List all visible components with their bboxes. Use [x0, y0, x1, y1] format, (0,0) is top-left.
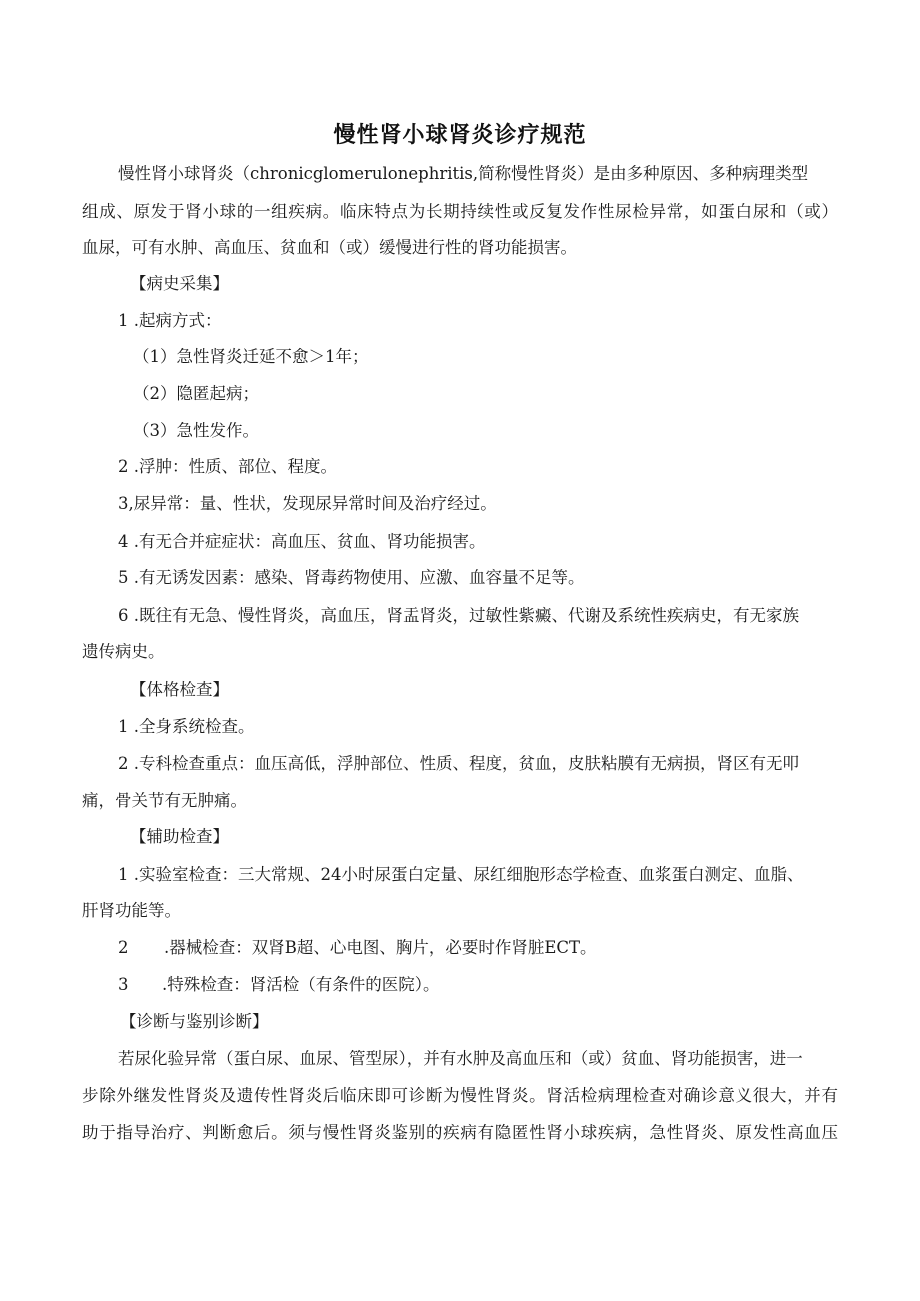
auxiliary-item-1-line-1: 1 .实验室检查：三大常规、24小时尿蛋白定量、尿红细胞形态学检查、血浆蛋白测定、血脂、 — [118, 865, 804, 884]
auxiliary-item-3-text: .特殊检查：肾活检（有条件的医院）。 — [162, 975, 440, 994]
auxiliary-item-2-number: 2 — [118, 938, 129, 957]
diagnosis-line-2: 步除外继发性肾炎及遗传性肾炎后临床即可诊断为慢性肾炎。肾活检病理检查对确诊意义很大，并有 — [82, 1086, 838, 1105]
intro-line-2: 组成、原发于肾小球的一组疾病。临床特点为长期持续性或反复发作性尿检异常，如蛋白尿和（或） — [82, 202, 838, 221]
physical-item-2-line-1: 2 .专科检查重点：血压高低，浮肿部位、性质、程度，贫血，皮肤粘膜有无病损，肾区有无叩 — [118, 754, 799, 773]
section-heading-diagnosis: 【诊断与鉴别诊断】 — [120, 1012, 269, 1031]
section-heading-history: 【病史采集】 — [130, 274, 229, 293]
auxiliary-item-2-text: .器械检查：双肾B超、心电图、胸片，必要时作肾脏ECT。 — [164, 938, 597, 957]
history-sub-3: （3）急性发作。 — [133, 421, 259, 440]
auxiliary-item-3-number: 3 — [118, 975, 129, 994]
history-sub-1: （1）急性肾炎迁延不愈＞1年； — [133, 347, 369, 366]
history-item-6-line-1: 6 .既往有无急、慢性肾炎，高血压，肾盂肾炎，过敏性紫癜、代谢及系统性疾病史，有无家族 — [118, 606, 799, 625]
auxiliary-item-1-line-2: 肝肾功能等。 — [82, 901, 181, 920]
physical-item-1: 1 .全身系统检查。 — [118, 717, 255, 736]
section-heading-physical: 【体格检查】 — [130, 680, 229, 699]
intro-line-3: 血尿，可有水肿、高血压、贫血和（或）缓慢进行性的肾功能损害。 — [82, 238, 577, 257]
history-item-4: 4 .有无合并症症状：高血压、贫血、肾功能损害。 — [118, 532, 486, 551]
history-item-1: 1 .起病方式： — [118, 311, 222, 330]
physical-item-2-line-2: 痛，骨关节有无肿痛。 — [82, 791, 247, 810]
history-item-3: 3,尿异常：量、性状，发现尿异常时间及治疗经过。 — [118, 494, 497, 513]
section-heading-auxiliary: 【辅助检查】 — [130, 827, 229, 846]
intro-line-1: 慢性肾小球肾炎（chronicglomerulonephritis,简称慢性肾炎）是由多种原因、多种病理类型 — [118, 164, 809, 183]
history-item-6-line-2: 遗传病史。 — [82, 642, 165, 661]
history-sub-2: （2）隐匿起病； — [133, 384, 259, 403]
history-item-5: 5 .有无诱发因素：感染、肾毒药物使用、应激、血容量不足等。 — [118, 568, 585, 587]
diagnosis-line-1: 若尿化验异常（蛋白尿、血尿、管型尿），并有水肿及高血压和（或）贫血、肾功能损害，进一 — [118, 1049, 803, 1068]
document-title: 慢性肾小球肾炎诊疗规范 — [333, 123, 587, 148]
diagnosis-line-3: 助于指导治疗、判断愈后。须与慢性肾炎鉴别的疾病有隐匿性肾小球疾病，急性肾炎、原发性高血压 — [82, 1123, 838, 1142]
history-item-2: 2 .浮肿：性质、部位、程度。 — [118, 457, 337, 476]
